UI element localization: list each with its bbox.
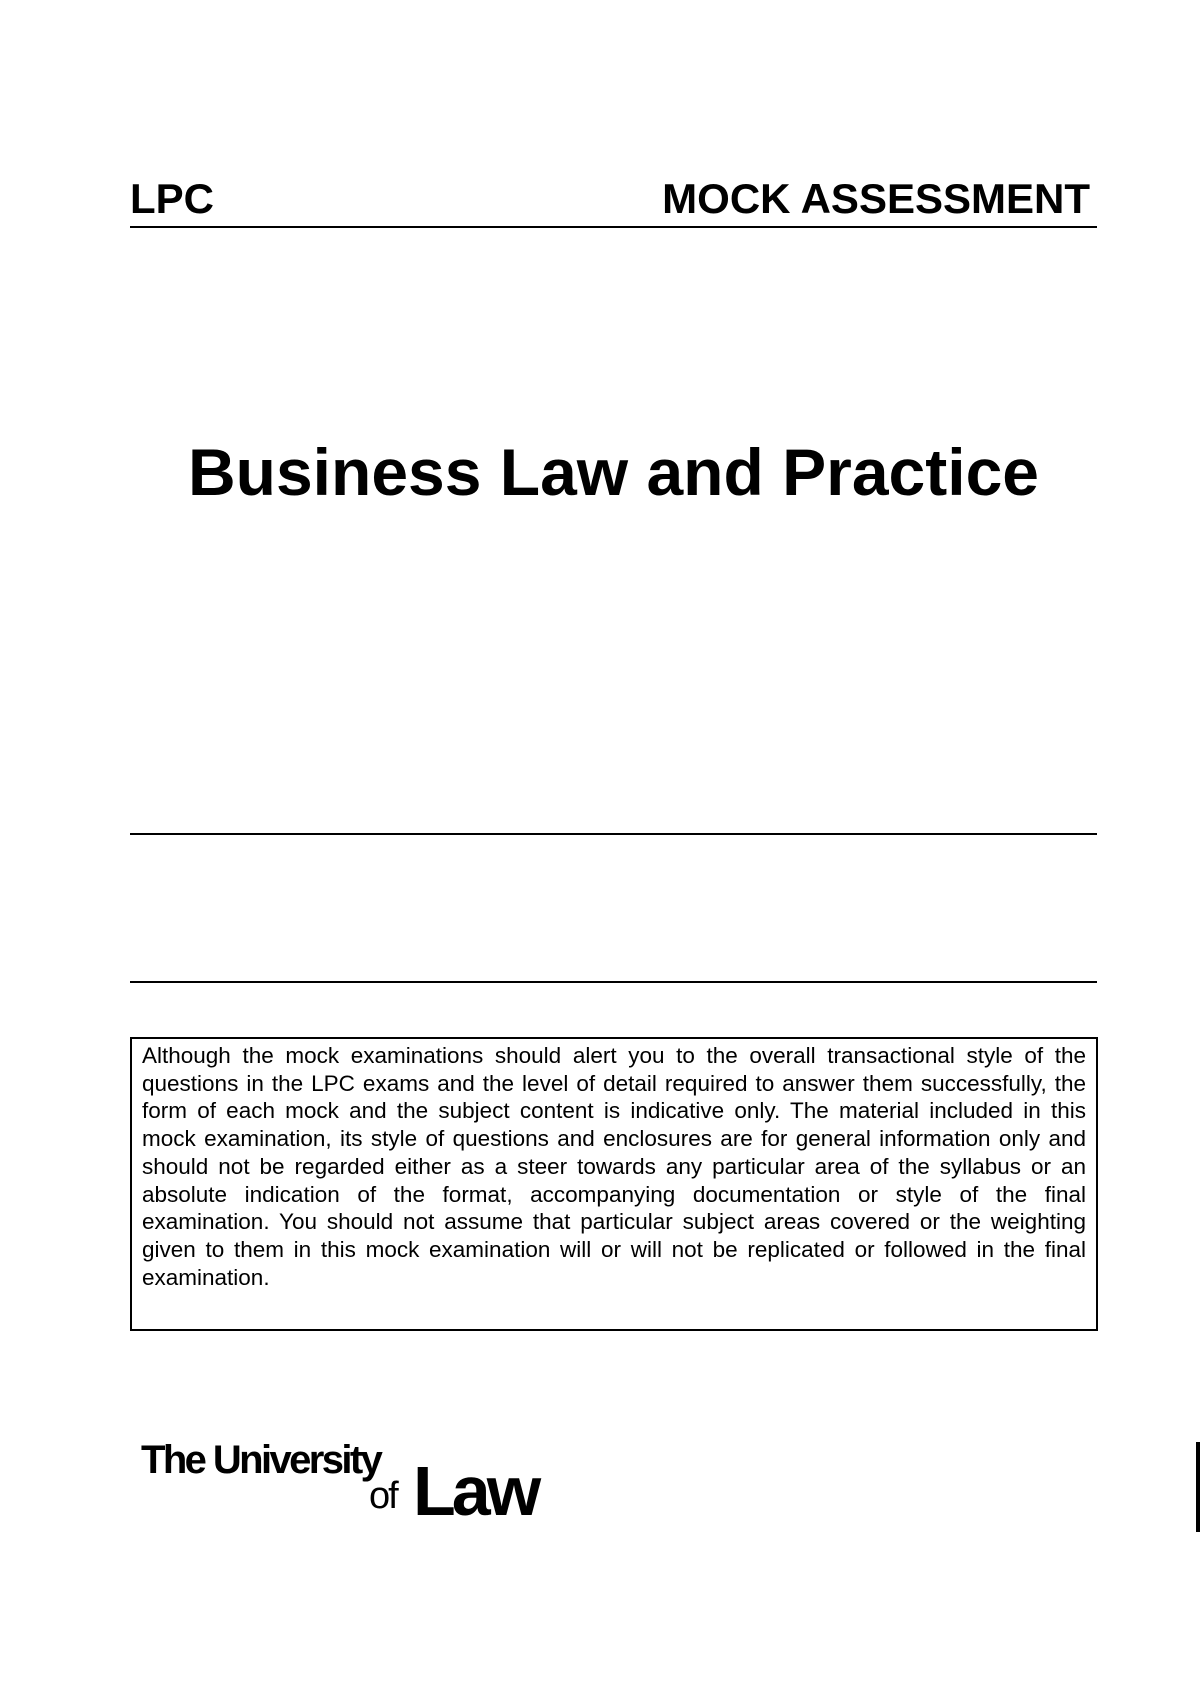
page-header — [130, 170, 1090, 220]
logo-word-of: of — [369, 1475, 397, 1517]
disclaimer-box — [130, 1037, 1098, 1331]
header-course-label: LPC — [130, 175, 214, 222]
disclaimer-text: Although the mock examinations should alert you to the overall transactional style of the questions in the LPC exams and the level of detail required to answer them successfully, the form of each mock and the subject content is indicative only. The material included in this mock examination, its style of questions and enclosures are for general information only and should not be regarded either as a steer towards any particular area of the syllabus or an absolute indication of the format, accompanying documentation or style of the final examination. You should not assume that particular subject areas covered or the weighting given to them in this mock examination will or will not be replicated or followed in the final examination. — [142, 1043, 1086, 1290]
logo-line-the-university: The University — [141, 1438, 381, 1482]
upper-divider — [130, 833, 1097, 835]
page-edge-mark — [1196, 1442, 1200, 1532]
header-divider — [130, 226, 1097, 228]
header-assessment-label: MOCK ASSESSMENT — [662, 175, 1090, 222]
document-title: Business Law and Practice — [187, 435, 1039, 509]
lower-divider — [130, 981, 1097, 983]
logo-word-law: Law — [413, 1452, 538, 1530]
university-logo — [141, 1438, 571, 1530]
